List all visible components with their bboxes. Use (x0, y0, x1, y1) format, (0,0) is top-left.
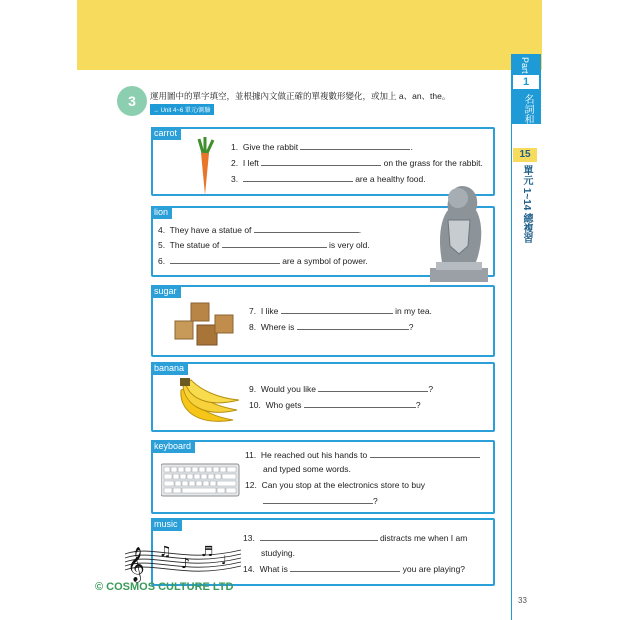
question-4: 4. They have a statue of . (158, 225, 362, 235)
question-6: 6. are a symbol of power. (158, 256, 368, 266)
unit-number: 15 (513, 148, 537, 162)
unit-tag: → Unit 4~6 單元/測驗 (150, 104, 214, 115)
unit-title: 單元 1~14 總複習 (521, 165, 532, 244)
sugar-cubes-icon (171, 297, 241, 352)
watermark: © COSMOS CULTURE LTD (95, 581, 234, 593)
card-music (127, 518, 495, 586)
question-10: 10. Who gets ? (249, 400, 421, 410)
music-notes-icon (123, 534, 243, 586)
svg-text:♫: ♫ (159, 544, 172, 560)
answer-blank[interactable] (170, 255, 280, 264)
svg-text:𝄞: 𝄞 (127, 547, 145, 582)
question-1: 1. Give the rabbit . (231, 142, 413, 152)
word-label: sugar (151, 285, 181, 298)
card-sugar (151, 285, 495, 357)
instruction: 運用圖中的單字填空，並根據內文做正確的單複數形變化，或加上 a、an、the。 (150, 91, 451, 101)
question-9: 9. Would you like ? (249, 384, 434, 394)
side-tab (511, 54, 541, 620)
card-keyboard (151, 440, 495, 514)
answer-blank[interactable] (243, 173, 353, 182)
part-title: 名詞和冠詞 (522, 94, 533, 144)
answer-blank[interactable] (370, 449, 480, 458)
answer-blank[interactable] (254, 224, 359, 233)
answer-blank[interactable] (260, 532, 378, 541)
question-12: 12. Can you stop at the electronics store to buy (245, 480, 426, 490)
svg-text:♩: ♩ (221, 553, 227, 567)
word-label: music (151, 518, 182, 531)
word-label: lion (151, 206, 172, 219)
question-3: 3. are a healthy food. (231, 174, 426, 184)
banana-icon (175, 376, 245, 430)
question-11: 11. He reached out his hands to (245, 449, 480, 460)
page-number: 33 (518, 596, 527, 605)
question-2: 2. I left on the grass for the rabbit. (231, 158, 483, 168)
svg-text:♬: ♬ (201, 544, 214, 560)
exercise-number: 3 (117, 86, 147, 116)
part-number: 1 (513, 75, 539, 89)
header-band (77, 0, 542, 70)
svg-text:♪: ♪ (181, 556, 190, 572)
answer-blank[interactable] (304, 399, 416, 408)
answer-blank[interactable] (297, 321, 409, 330)
question-14: 14. What is you are playing? (243, 564, 466, 574)
answer-blank[interactable] (318, 383, 428, 392)
answer-blank[interactable] (261, 157, 381, 166)
unit-box (511, 148, 541, 308)
carrot-icon (183, 135, 223, 201)
lion-statue-icon (428, 180, 490, 285)
card-banana (151, 362, 495, 432)
word-label: keyboard (151, 440, 195, 453)
question-11-cont: and typed some words. (263, 464, 351, 474)
question-8: 8. Where is ? (249, 322, 414, 332)
word-label: carrot (151, 127, 181, 140)
keyboard-icon (161, 462, 241, 498)
answer-blank[interactable] (300, 141, 410, 150)
question-7: 7. I like in my tea. (249, 306, 432, 316)
answer-blank[interactable] (290, 563, 400, 572)
word-label: banana (151, 362, 188, 375)
question-5: 5. The statue of is very old. (158, 240, 370, 250)
answer-blank[interactable] (281, 305, 393, 314)
question-12-cont: ? (263, 495, 378, 506)
answer-blank[interactable] (222, 239, 327, 248)
question-13-cont: studying. (261, 548, 296, 558)
question-13: 13. distracts me when I am (243, 533, 468, 543)
answer-blank[interactable] (263, 495, 373, 504)
part-label: Part (520, 57, 530, 74)
